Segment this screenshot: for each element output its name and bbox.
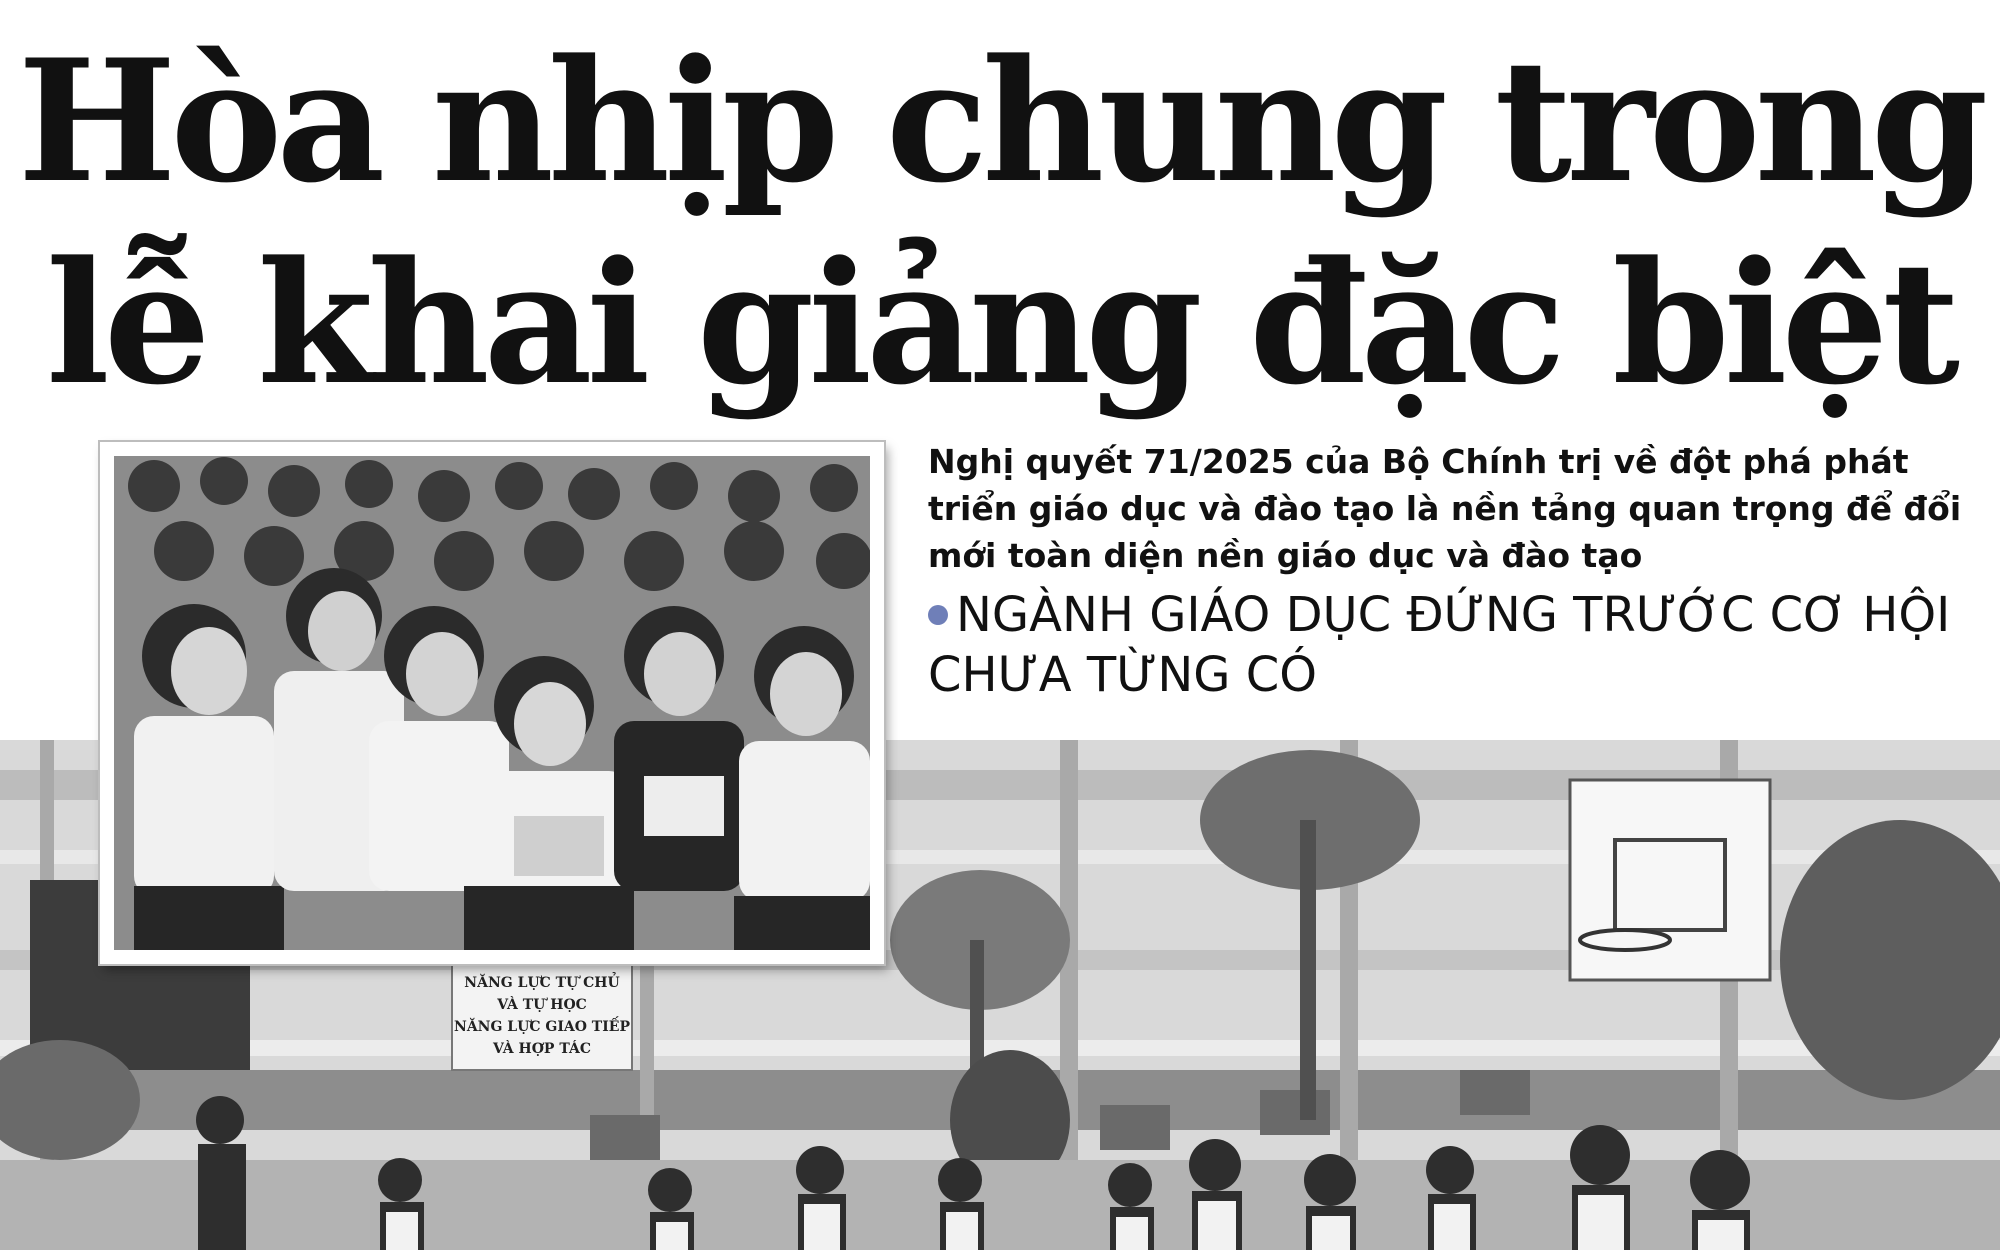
inset-photo-frame [100, 442, 884, 964]
school-sign-text [452, 972, 632, 1060]
bullet-dot-icon [928, 605, 948, 625]
article-summary: Nghị quyết 71/2025 của Bộ Chính trị về đột phá phát triển giáo dục và đào tạo là nền tảng quan trọng để đổi mới toàn diện nền giáo dục và đào tạo [928, 442, 1962, 575]
related-article-link[interactable] [928, 585, 1988, 705]
related-article-title: NGÀNH GIÁO DỤC ĐỨNG TRƯỚC CƠ HỘI CHƯA TỪNG CÓ [928, 587, 1951, 703]
school-sign-line: VÀ HỢP TÁC [493, 1041, 591, 1057]
headline-line-1: Hòa nhịp chung trong [17, 22, 1983, 220]
school-sign-line: VÀ TỰ HỌC [497, 997, 587, 1013]
headline [0, 20, 2000, 424]
headline-line-2: lễ khai giảng đặc biệt [45, 224, 1955, 422]
students-seated-photo [114, 456, 870, 950]
school-sign-line: NĂNG LỰC GIAO TIẾP [454, 1019, 630, 1035]
school-sign-line: NĂNG LỰC TỰ CHỦ [464, 975, 620, 991]
